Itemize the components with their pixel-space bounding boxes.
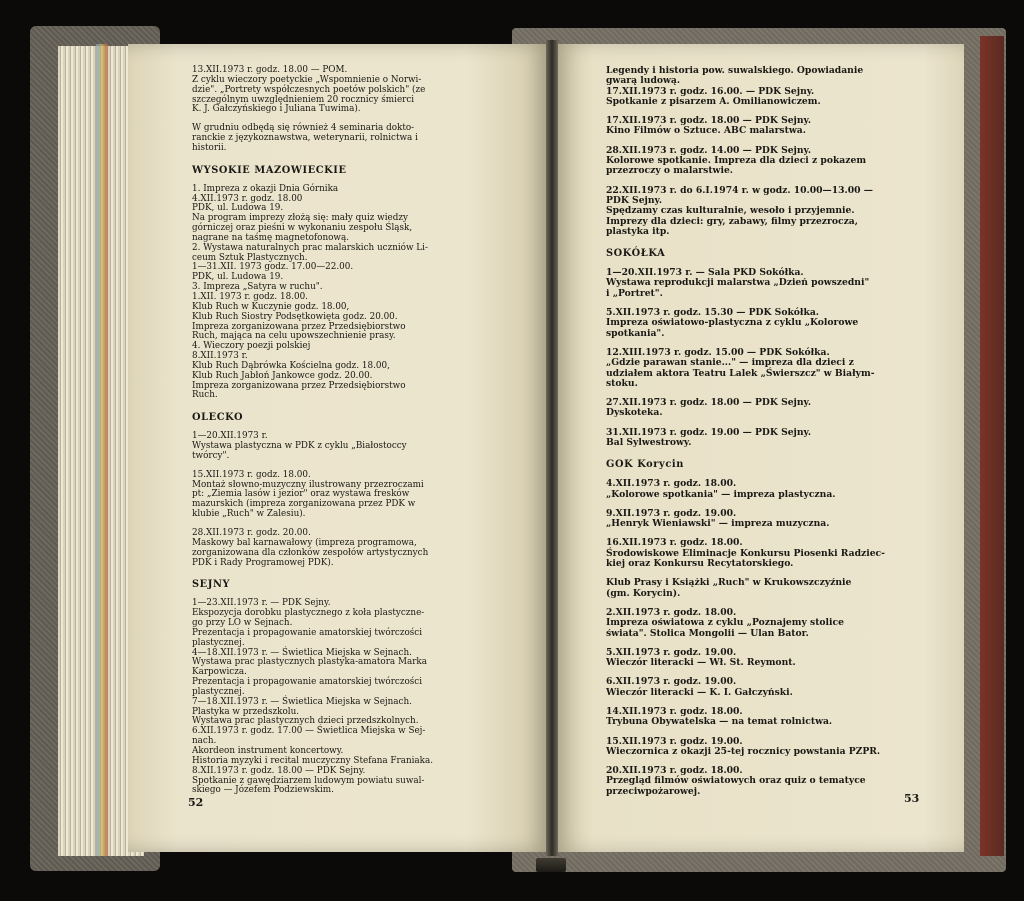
text-line: 1. Impreza z okazji Dnia Górnika [192, 183, 339, 194]
event-entry [606, 66, 918, 107]
text-line: Z cyklu wieczory poetyckie „Wspomnienie o Norwi- [192, 74, 422, 85]
text-line: 1—23.XII.1973 r. — PDK Sejny. [192, 598, 331, 609]
text-line: Ruch. [192, 390, 218, 401]
event-entry [606, 766, 918, 797]
text-line: 1.XII. 1973 r. godz. 18.00. [192, 292, 308, 302]
text-line: szczególnym uwzględnieniem 20 rocznicy śmierci [192, 94, 415, 105]
text-line: plastycznej. [192, 637, 245, 648]
text-line: plastycznej. [192, 686, 245, 697]
event-entry [606, 608, 918, 639]
text-line: 6.XII.1973 r. godz. 17.00 — Świetlica Miejska w Sej- [192, 726, 426, 737]
text-line: klubie „Ruch" w Zalesiu). [192, 509, 306, 520]
text-line: nagrane na taśmę magnetofonową. [192, 232, 350, 243]
text-line: Wystawa reprodukcji malarstwa „Dzień powszedni" [606, 277, 870, 289]
event-entry [606, 648, 918, 669]
text-line: 1—31.XII. 1973 godz. 17.00—22.00. [192, 262, 354, 273]
event-entry [606, 428, 918, 449]
text-line: Wieczór literacki — K. I. Gałczyński. [606, 686, 793, 698]
event-entry [192, 599, 506, 796]
text-line: ranckie z językoznawstwa, weterynarii, rolnictwa i [192, 133, 418, 144]
text-line: Plastyka w przedszkolu. [192, 706, 300, 717]
text-line: Przegląd filmów oświatowych oraz quiz o tematyce [606, 775, 866, 787]
text-line: Prezentacja i propagowanie amatorskiej twórczości [192, 677, 423, 688]
text-line: PDK Sejny. [606, 194, 663, 206]
text-line: dzie". „Portrety współczesnych poetów polskich" (ze [192, 84, 426, 95]
text-line: przezroczy o malarstwie. [606, 165, 734, 177]
event-entry [606, 268, 918, 299]
section-heading: SOKÓŁKA [606, 248, 666, 260]
text-line: Akordeon instrument koncertowy. [192, 746, 344, 756]
text-line: 28.XII.1973 r. godz. 14.00 — PDK Sejny. [606, 144, 812, 156]
text-line: K. J. Gałczyńskiego i Juliana Tuwima). [192, 104, 361, 115]
text-line: Dyskoteka. [606, 407, 663, 419]
text-line: historii. [192, 142, 227, 153]
text-line: 22.XII.1973 r. do 6.I.1974 r. w godz. 10.00—13.00 — [606, 184, 873, 196]
text-line: „Kolorowe spotkania" — impreza plastyczna. [606, 488, 836, 500]
text-line: 15.XII.1973 r. godz. 19.00. [606, 735, 743, 747]
left-page-text [192, 66, 506, 805]
text-line: PDK, ul. Ludowa 19. [192, 272, 284, 283]
text-line: 3. Impreza „Satyra w ruchu". [192, 282, 323, 293]
section-heading: WYSOKIE MAZOWIECKIE [192, 164, 347, 176]
text-line: 17.XII.1973 r. godz. 16.00. — PDK Sejny. [606, 85, 815, 97]
text-line: Na program imprezy złożą się: mały quiz wiedzy [192, 213, 408, 224]
text-line: go przy LO w Sejnach. [192, 618, 293, 629]
text-line: Klub Ruch w Kuczynie godz. 18.00, [192, 301, 350, 312]
text-line: udziałem aktora Teatru Lalek „Świerszcz" w Białym- [606, 367, 875, 379]
text-line: 28.XII.1973 r. godz. 20.00. [192, 528, 311, 538]
event-entry [606, 116, 918, 137]
text-line: 14.XII.1973 r. godz. 18.00. [606, 706, 743, 717]
event-entry [192, 185, 506, 402]
text-line: 2.XII.1973 r. godz. 18.00. [606, 606, 737, 618]
left-page [128, 44, 552, 852]
text-line: 5.XII.1973 r. godz. 19.00. [606, 646, 737, 658]
text-line: Wystawa prac plastycznych dzieci przedszkolnych. [192, 716, 419, 727]
text-line: i „Portret". [606, 287, 663, 299]
text-line: Impreza zorganizowana przez Przedsiębiorstwo [192, 380, 406, 391]
text-line: Impreza oświatowa z cyklu „Poznajemy stolice [606, 617, 844, 629]
text-line: Spotkanie z pisarzem A. Omilianowiczem. [606, 95, 821, 107]
text-line: Historia myzyki i recital muczyczny Stefana Franiaka. [192, 755, 434, 766]
text-line: 4—18.XII.1973 r. — Świetlica Miejska w Sejnach. [192, 647, 412, 658]
text-line: 4.XII.1973 r. godz. 18.00 [192, 193, 303, 204]
text-line: 9.XII.1973 r. godz. 19.00. [606, 507, 737, 519]
text-line: mazurskich (impreza zorganizowana przez PDK w [192, 499, 416, 510]
event-entry [192, 471, 506, 520]
text-line: PDK, ul. Ludowa 19. [192, 203, 284, 214]
text-line: plastyka itp. [606, 225, 670, 237]
text-line: W grudniu odbędą się również 4 seminaria dokto- [192, 123, 415, 134]
text-line: Środowiskowe Eliminacje Konkursu Piosenki Radziec- [606, 547, 885, 559]
text-line: Ruch, mająca na celu upowszechnienie prasy. [192, 331, 396, 342]
event-entry [606, 707, 918, 728]
text-line: Imprezy dla dzieci: gry, zabawy, filmy przezrocza, [606, 215, 858, 227]
text-line: Impreza oświatowo-plastyczna z cyklu „Kolorowe [606, 317, 859, 329]
text-line: kiej oraz Konkursu Recytatorskiego. [606, 558, 794, 570]
text-line: spotkania". [606, 327, 665, 339]
text-line: Klub Prasy i Książki „Ruch" w Krukowszczyźnie [606, 577, 852, 589]
text-line: 4. Wieczory poezji polskiej [192, 341, 311, 352]
event-entry [192, 124, 506, 154]
text-line: 17.XII.1973 r. godz. 18.00 — PDK Sejny. [606, 115, 812, 127]
text-line: Wystawa prac plastycznych plastyka-amatora Marka [192, 657, 427, 668]
event-entry [606, 398, 918, 419]
text-line: górniczej oraz pieśni w wykonaniu zespołu Śląsk, [192, 223, 413, 234]
text-line: 15.XII.1973 r. godz. 18.00. [192, 469, 311, 480]
text-line: zorganizowana dla członków zespołów artystycznych [192, 547, 429, 558]
text-line: Bal Sylwestrowy. [606, 436, 692, 448]
text-line: Montaż słowno-muzyczny ilustrowany przezroczami [192, 479, 424, 490]
text-line: stoku. [606, 377, 638, 389]
text-line: nach. [192, 736, 217, 747]
text-line: 12.XIII.1973 r. godz. 15.00 — PDK Sokółka. [606, 346, 830, 358]
event-entry [606, 578, 918, 599]
event-entry [606, 677, 918, 698]
event-entry [606, 538, 918, 569]
text-line: Wystawa plastyczna w PDK z cyklu „Białostoccy [192, 441, 407, 452]
text-line: Kolorowe spotkanie. Impreza dla dzieci z pokazem [606, 155, 867, 167]
event-entry [192, 529, 506, 568]
text-line: Klub Ruch Jabłoń Jankowce godz. 20.00. [192, 370, 373, 381]
text-line: świata". Stolica Mongolii — Ulan Bator. [606, 627, 809, 639]
text-line: ceum Sztuk Plastycznych. [192, 252, 308, 263]
text-line: 20.XII.1973 r. godz. 18.00. [606, 765, 743, 777]
text-line: „Gdzie parawan stanie..." — impreza dla dzieci z [606, 357, 854, 369]
text-line: 2. Wystawa naturalnych prac malarskich uczniów Li- [192, 242, 428, 253]
text-line: twórcy". [192, 450, 230, 461]
text-line: Klub Ruch Siostry Podsętkowięta godz. 20.00. [192, 311, 398, 322]
text-line: Ekspozycja dorobku plastycznego z koła plastyczne- [192, 608, 425, 619]
text-line: „Henryk Wieniawski" — impreza muzyczna. [606, 518, 830, 530]
text-line: 4.XII.1973 r. godz. 18.00. [606, 478, 737, 490]
right-page-text [606, 66, 918, 806]
book-gutter [546, 40, 558, 856]
text-line: Wieczór literacki — Wł. St. Reymont. [606, 657, 796, 669]
text-line: Kino Filmów o Sztuce. ABC malarstwa. [606, 125, 806, 137]
event-entry [606, 186, 918, 237]
text-line: Karpowicza. [192, 667, 247, 678]
ribbon-bookmark [536, 858, 566, 872]
text-line: 16.XII.1973 r. godz. 18.00. [606, 537, 743, 549]
text-line: 5.XII.1973 r. godz. 15.30 — PDK Sokółka. [606, 307, 819, 319]
text-line: 31.XII.1973 r. godz. 19.00 — PDK Sejny. [606, 426, 812, 438]
event-entry [606, 308, 918, 339]
text-line: Spędzamy czas kulturalnie, wesoło i przyjemnie. [606, 205, 855, 217]
text-line: (gm. Korycin). [606, 587, 681, 599]
page-edge-color [96, 44, 108, 856]
section-heading: SEJNY [192, 579, 231, 591]
page-number-right: 53 [904, 792, 920, 805]
text-line: Prezentacja i propagowanie amatorskiej twórczości [192, 627, 423, 638]
event-entry [192, 66, 506, 115]
right-page [552, 44, 964, 852]
event-entry [606, 509, 918, 530]
text-line: gwarą ludową. [606, 75, 681, 87]
event-entry [606, 146, 918, 177]
text-line: 8.XII.1973 r. godz. 18.00 — PDK Sejny. [192, 765, 366, 776]
text-line: 1—20.XII.1973 r. — Sala PKD Sokółka. [606, 267, 804, 279]
text-line: 6.XII.1973 r. godz. 19.00. [606, 676, 737, 688]
text-line: 13.XII.1973 r. godz. 18.00 — POM. [192, 65, 348, 75]
text-line: 1—20.XII.1973 r. [192, 431, 268, 442]
text-line: Trybuna Obywatelska — na temat rolnictwa. [606, 716, 833, 728]
event-entry [606, 479, 918, 500]
text-line: przeciwpożarowej. [606, 785, 701, 797]
cover-red-edge [980, 36, 1004, 856]
text-line: Maskowy bal karnawałowy (impreza programowa, [192, 537, 417, 548]
event-entry [192, 432, 506, 462]
section-heading: OLECKO [192, 412, 244, 424]
text-line: pt: „Ziemia lasów i jezior" oraz wystawa fresków [192, 489, 410, 500]
text-line: Impreza zorganizowana przez Przedsiębiorstwo [192, 321, 406, 332]
text-line: 7—18.XII.1973 r. — Świetlica Miejska w Sejnach. [192, 696, 412, 707]
text-line: Klub Ruch Dąbrówka Kościelna godz. 18.00, [192, 360, 390, 371]
text-line: 8.XII.1973 r. [192, 351, 248, 362]
text-line: Legendy i historia pow. suwalskiego. Opowiadanie [606, 65, 864, 76]
text-line: Spotkanie z gawędziarzem ludowym powiatu suwal- [192, 775, 425, 786]
text-line: skiego — Józefem Podziewskim. [192, 785, 334, 796]
text-line: 27.XII.1973 r. godz. 18.00 — PDK Sejny. [606, 397, 812, 409]
event-entry [606, 737, 918, 758]
event-entry [606, 348, 918, 389]
page-number-left: 52 [188, 796, 204, 809]
section-heading: GOK Korycin [606, 459, 684, 471]
text-line: PDK i Rady Programowej PDK). [192, 557, 334, 568]
text-line: Wieczornica z okazji 25-tej rocznicy powstania PZPR. [606, 745, 881, 757]
